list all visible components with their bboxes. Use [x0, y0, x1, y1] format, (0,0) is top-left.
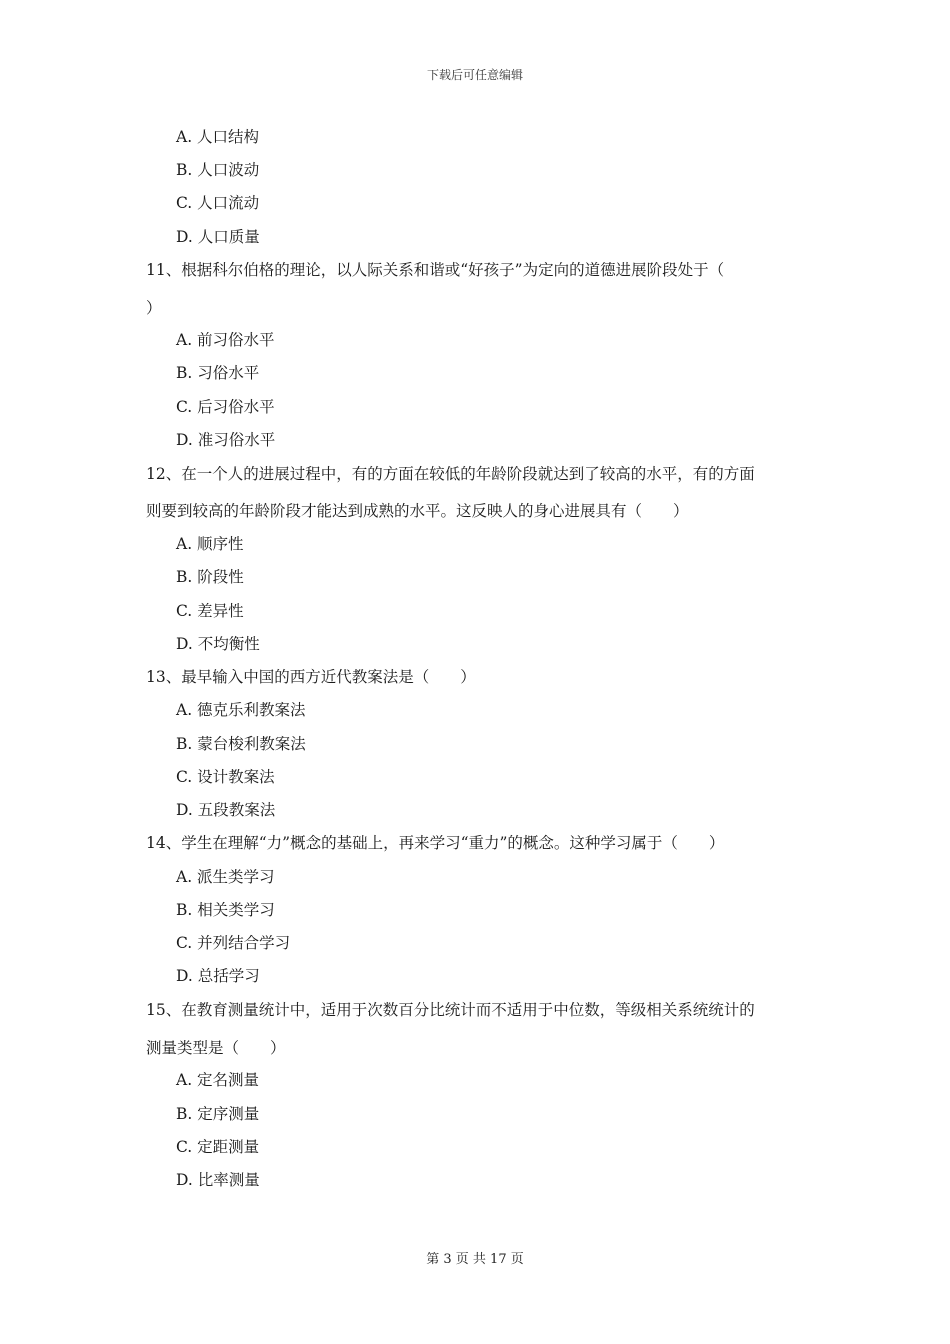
answer-option: C. 后习俗水平 — [176, 398, 275, 416]
question-text: 14、学生在理解“力”概念的基础上，再来学习“重力”的概念。这种学习属于（ ） — [146, 834, 725, 852]
question-text: 11、根据科尔伯格的理论，以人际关系和谐或“好孩子”为定向的道德进展阶段处于（ — [146, 261, 725, 279]
answer-option: D. 不均衡性 — [176, 635, 260, 653]
answer-option: C. 并列结合学习 — [176, 934, 291, 952]
answer-option: B. 习俗水平 — [176, 364, 260, 382]
question-text: 测量类型是（ ） — [146, 1039, 286, 1057]
answer-option: C. 定距测量 — [176, 1138, 260, 1156]
question-text: 13、最早输入中国的西方近代教案法是（ ） — [146, 668, 476, 686]
answer-option: C. 人口流动 — [176, 194, 260, 212]
answer-option: A. 人口结构 — [176, 128, 260, 146]
answer-option: C. 差异性 — [176, 602, 244, 620]
answer-option: A. 前习俗水平 — [176, 331, 275, 349]
answer-option: B. 蒙台梭利教案法 — [176, 735, 306, 753]
answer-option: B. 阶段性 — [176, 568, 244, 586]
page-header: 下载后可任意编辑 — [426, 68, 523, 82]
answer-option: B. 人口波动 — [176, 161, 260, 179]
answer-option: A. 派生类学习 — [176, 868, 275, 886]
question-text: ） — [146, 299, 162, 317]
answer-option: A. 德克乐利教案法 — [176, 701, 306, 719]
answer-option: C. 设计教案法 — [176, 768, 275, 786]
answer-option: D. 准习俗水平 — [176, 431, 276, 449]
question-text: 12、在一个人的进展过程中，有的方面在较低的年龄阶段就达到了较高的水平，有的方面 — [146, 465, 755, 483]
answer-option: D. 人口质量 — [176, 228, 260, 246]
question-text: 15、在教育测量统计中，适用于次数百分比统计而不适用于中位数，等级相关系统统计的 — [146, 1001, 755, 1019]
answer-option: A. 顺序性 — [176, 535, 244, 553]
answer-option: B. 定序测量 — [176, 1105, 260, 1123]
question-text: 则要到较高的年龄阶段才能达到成熟的水平。这反映人的身心进展具有（ ） — [146, 502, 689, 520]
page-footer: 第 3 页 共 17 页 — [426, 1252, 524, 1267]
answer-option: B. 相关类学习 — [176, 901, 275, 919]
answer-option: D. 五段教案法 — [176, 801, 276, 819]
answer-option: D. 比率测量 — [176, 1171, 260, 1189]
answer-option: D. 总括学习 — [176, 967, 260, 985]
answer-option: A. 定名测量 — [176, 1071, 260, 1089]
